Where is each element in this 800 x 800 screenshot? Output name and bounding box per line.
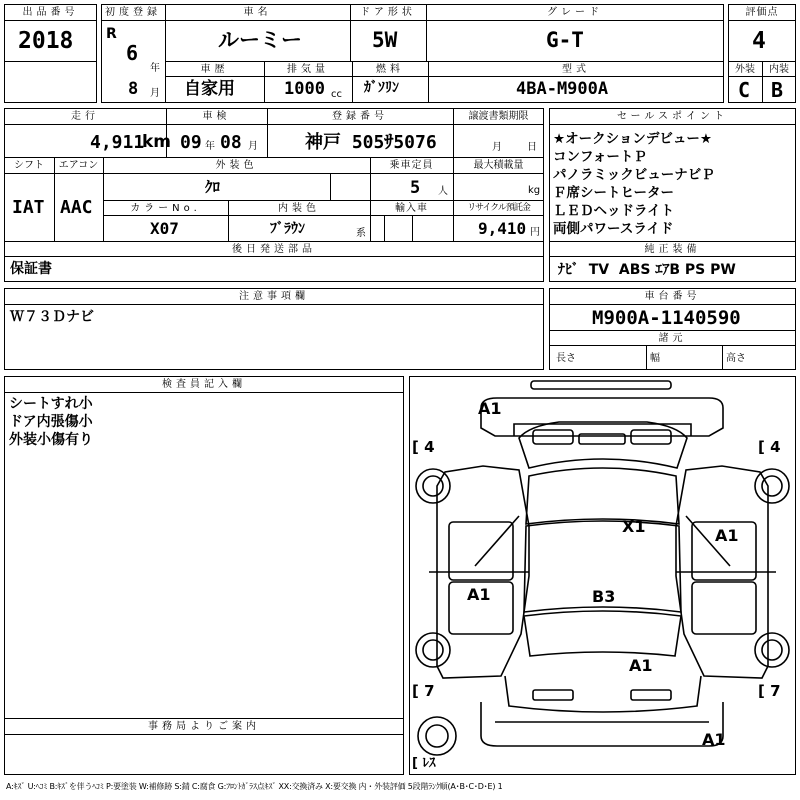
- lot-number-value: 2018: [18, 28, 74, 54]
- door-type-label: ドア形状: [360, 7, 416, 18]
- model-code-label: 型式: [562, 64, 590, 75]
- exterior-score: C: [738, 78, 751, 102]
- shift-value: IAT: [12, 197, 45, 218]
- inspection-year-unit: 年: [205, 141, 215, 152]
- damage-rear-bumper: A1: [702, 730, 726, 749]
- month-unit: 月: [150, 88, 160, 99]
- inspector-notes: [9, 395, 93, 449]
- first-registration-month: 8: [128, 79, 139, 99]
- width-label: 幅: [650, 353, 660, 364]
- sales-point: ＬＥＤヘッドライト: [553, 203, 675, 219]
- grade-value: G-T: [546, 28, 584, 52]
- tire-rear-left: [ 7: [412, 682, 435, 700]
- max-load-unit: kg: [528, 185, 541, 196]
- registration-label: 登録番号: [332, 111, 388, 122]
- mileage-value: 4,911: [90, 132, 145, 153]
- equipment-value: ﾅﾋﾞ TV ABS ｴｱB PS PW: [558, 262, 736, 278]
- max-load-label: 最大積載量: [473, 160, 524, 171]
- model-code-value: 4BA-M900A: [516, 79, 609, 99]
- shift-label: シフト: [14, 160, 44, 171]
- inspection-month-unit: 月: [248, 141, 258, 152]
- sales-point: 両側パワースライド: [553, 221, 674, 237]
- inspector-line: ドア内張傷小: [9, 414, 93, 430]
- capacity-value: 5: [410, 178, 421, 198]
- grade-label: グレード: [547, 7, 603, 18]
- fuel-value: ｶﾞｿﾘﾝ: [364, 80, 399, 96]
- registration-value: 神戸 505ｻ5076: [305, 132, 437, 153]
- capacity-label: 乗車定員: [389, 160, 434, 171]
- lot-number-label: 出品番号: [22, 7, 79, 18]
- inspector-label: 検査員記入欄: [162, 379, 246, 390]
- first-registration-year: 6: [126, 41, 139, 65]
- aircon-value: AAC: [60, 197, 93, 218]
- recycle-value: 9,410: [478, 219, 527, 238]
- car-diagram: [409, 376, 796, 775]
- inspection-year: 09: [180, 132, 202, 153]
- later-items-value: 保証書: [10, 261, 52, 277]
- score-label: 評価点: [745, 7, 779, 18]
- damage-right-front-fender: A1: [715, 526, 739, 545]
- tire-front-left-value: 4: [424, 438, 435, 456]
- tire-rear-right-value: 7: [770, 682, 781, 700]
- legend-text: A:ｷｽﾞ U:ﾍｺﾐ B:ｷｽﾞを伴うﾍｺﾐ P:要塗装 W:補修跡 S:錆 C:腐食 G:ﾌﾛﾝﾄｶﾞﾗｽ点ｷｽﾞ XX:交換済み X:要交換 内・外装評価 5段階ﾗﾝｸ順(A･B･C･D･E) 1: [6, 782, 503, 791]
- aircon-label: エアコン: [58, 160, 99, 171]
- fuel-label: 燃料: [376, 64, 404, 75]
- int-color-label: 内装色: [278, 203, 320, 214]
- spare-tire-value: ﾚｽ: [422, 756, 436, 771]
- later-items-label: 後日発送部品: [232, 244, 316, 255]
- damage-back-door: A1: [629, 656, 653, 675]
- int-color-value: ﾌﾞﾗｳﾝ: [270, 221, 305, 237]
- displacement-label: 排気量: [287, 64, 329, 75]
- transfer-deadline-label: 譲渡書類期限: [468, 111, 529, 122]
- transfer-day-unit: 日: [527, 142, 537, 153]
- int-color-unit: 系: [356, 228, 366, 239]
- height-label: 高さ: [726, 353, 746, 364]
- recycle-unit: 円: [530, 227, 540, 238]
- car-name-label: 車名: [243, 7, 272, 18]
- damage-roof: B3: [592, 587, 616, 606]
- history-value: 自家用: [184, 79, 235, 99]
- sales-point: パノラミックビューナビＰ: [553, 167, 715, 183]
- sales-point: ★オークションデビュー★: [553, 131, 712, 147]
- first-registration-era: R: [106, 26, 117, 42]
- ext-color-value: ｸﾛ: [205, 178, 221, 196]
- sales-points-label: セールスポイント: [616, 111, 729, 122]
- sales-point: Ｆ席シートヒーター: [553, 185, 674, 201]
- length-label: 長さ: [556, 353, 576, 364]
- tire-rear-left-value: 7: [424, 682, 435, 700]
- tire-front-right-value: 4: [770, 438, 781, 456]
- sales-points-list: [553, 130, 715, 238]
- damage-left-rear-door: A1: [467, 585, 491, 604]
- office-label: 事務局よりご案内: [148, 721, 260, 732]
- score-value: 4: [752, 28, 766, 54]
- mileage-unit: km: [142, 132, 172, 152]
- tire-rear-right: [ 7: [758, 682, 781, 700]
- history-label: 車歴: [200, 64, 229, 75]
- mileage-label: 走行: [71, 111, 99, 122]
- car-name-value: ルーミー: [218, 28, 302, 52]
- inspector-line: シートすれ小: [9, 396, 93, 412]
- notes-label: 注意事項欄: [239, 291, 309, 302]
- displacement-unit: cc: [331, 89, 342, 100]
- color-no-value: X07: [150, 219, 179, 238]
- inspection-label: 車検: [202, 111, 231, 122]
- door-type-value: 5W: [372, 28, 398, 52]
- color-no-label: カラーNo.: [130, 203, 201, 214]
- import-label: 輸入車: [395, 203, 428, 214]
- ext-color-label: 外装色: [215, 160, 258, 171]
- interior-label: 内装: [769, 64, 789, 75]
- sales-point: コンフォートＰ: [553, 149, 647, 165]
- chassis-value: M900A-1140590: [592, 307, 741, 329]
- inspection-month: 08: [220, 132, 242, 153]
- inspector-line: 外装小傷有り: [9, 432, 93, 448]
- recycle-label: リサイクル預託金: [467, 203, 530, 213]
- damage-front-bumper: A1: [478, 399, 502, 418]
- interior-score: B: [771, 78, 784, 102]
- notes-value: Ｗ７３Ｄナビ: [10, 309, 94, 325]
- first-registration-label: 初度登録: [105, 7, 161, 18]
- displacement-value: 1000: [284, 79, 325, 99]
- tire-front-left: [ 4: [412, 438, 435, 456]
- chassis-label: 車台番号: [644, 291, 701, 302]
- dimensions-label: 諸元: [658, 333, 687, 344]
- spare-tire: [ ﾚｽ: [412, 756, 436, 771]
- tire-front-right: [ 4: [758, 438, 781, 456]
- transfer-month-unit: 月: [492, 142, 502, 153]
- damage-right-front-door: X1: [622, 517, 646, 536]
- exterior-label: 外装: [735, 64, 755, 75]
- year-unit: 年: [150, 63, 160, 74]
- capacity-unit: 人: [438, 186, 448, 197]
- equipment-label: 純正装備: [644, 244, 701, 255]
